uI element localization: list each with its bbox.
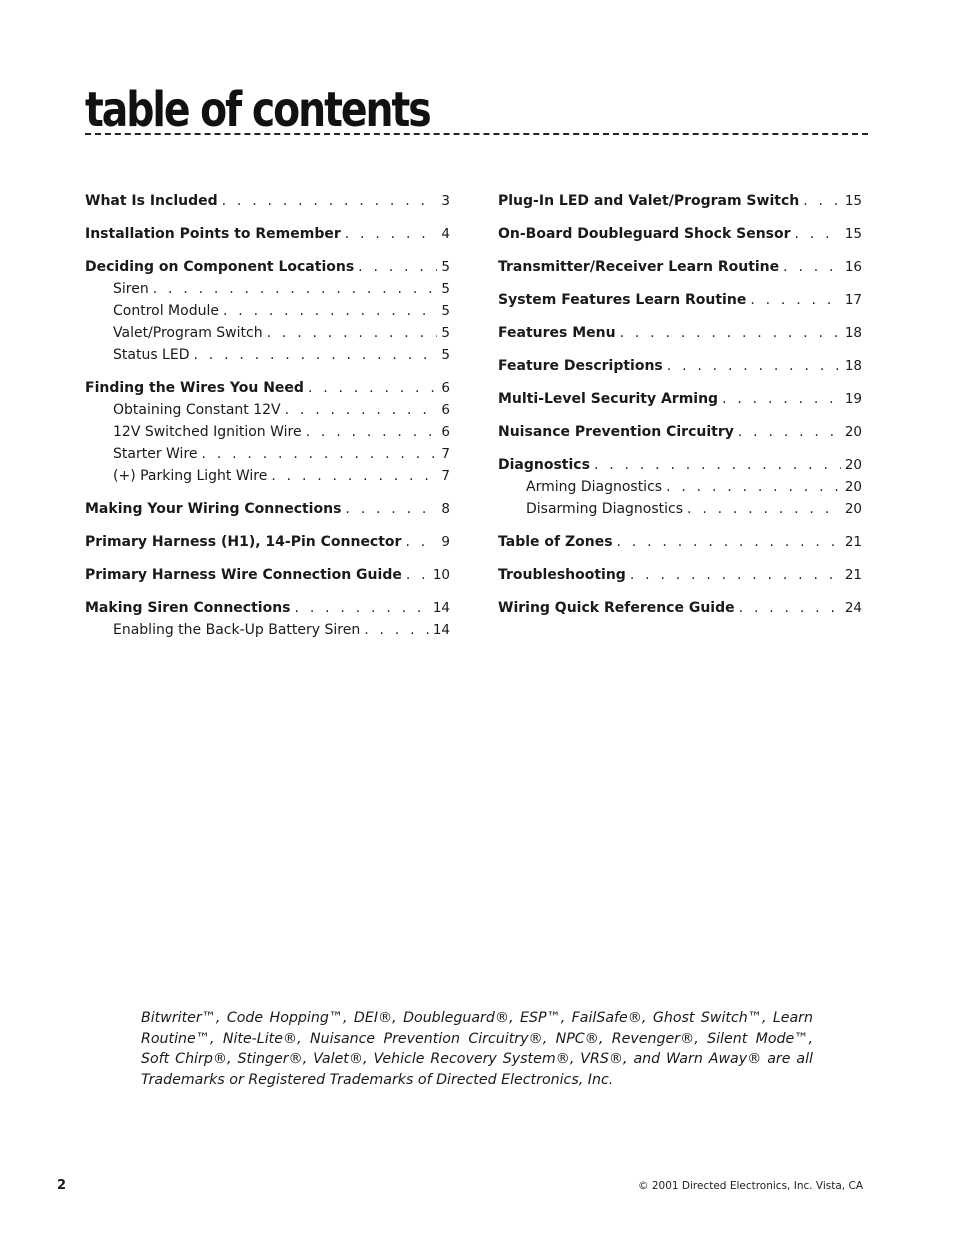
toc-entry[interactable] [498, 388, 862, 410]
toc-dot-leader [402, 564, 429, 586]
toc-entry[interactable] [85, 564, 450, 586]
toc-dot-leader [734, 421, 841, 443]
toc-entry-label: Multi-Level Security Arming [498, 391, 719, 407]
toc-dot-leader [219, 300, 437, 322]
toc-dot-leader [718, 388, 841, 410]
toc-entry-label: Valet/Program Switch [113, 325, 263, 341]
toc-entry-label: Making Siren Connections [85, 600, 291, 616]
toc-dot-leader [281, 399, 438, 421]
toc-dot-leader [779, 256, 841, 278]
toc-subentry[interactable] [85, 322, 450, 344]
toc-entry[interactable] [85, 498, 450, 520]
toc-entry[interactable] [498, 564, 862, 586]
toc-entry-label: Wiring Quick Reference Guide [498, 600, 735, 616]
toc-dot-leader [626, 564, 841, 586]
toc-dot-leader [198, 443, 438, 465]
toc-page-number: 18 [844, 325, 862, 341]
toc-entry-label: What Is Included [85, 193, 218, 209]
toc-dot-leader [360, 619, 429, 641]
title-dashed-rule [85, 133, 868, 135]
toc-dot-leader [302, 421, 438, 443]
toc-entry-label: Nuisance Prevention Circuitry [498, 424, 734, 440]
toc-dot-leader [149, 278, 438, 300]
toc-right-column [498, 190, 862, 619]
toc-page-number: 8 [441, 501, 450, 517]
toc-entry-label: Primary Harness Wire Connection Guide [85, 567, 402, 583]
toc-entry-label: Starter Wire [113, 446, 198, 462]
toc-entry[interactable] [85, 377, 450, 399]
toc-entry-label: Feature Descriptions [498, 358, 663, 374]
toc-page-number: 6 [441, 402, 450, 418]
toc-page-number: 20 [844, 424, 862, 440]
toc-page-number: 20 [844, 457, 862, 473]
toc-entry[interactable] [498, 322, 862, 344]
toc-entry-label: Status LED [113, 347, 190, 363]
toc-entry[interactable] [85, 190, 450, 212]
toc-entry-label: Troubleshooting [498, 567, 626, 583]
toc-dot-leader [746, 289, 840, 311]
toc-subentry[interactable] [85, 300, 450, 322]
toc-entry-label: Features Menu [498, 325, 616, 341]
toc-entry-label: System Features Learn Routine [498, 292, 747, 308]
toc-subentry[interactable] [85, 443, 450, 465]
toc-entry-label: Control Module [113, 303, 219, 319]
toc-entry-label: (+) Parking Light Wire [113, 468, 268, 484]
toc-dot-leader [341, 498, 437, 520]
toc-subentry[interactable] [498, 498, 862, 520]
toc-page-number: 15 [844, 193, 862, 209]
toc-page-number: 10 [432, 567, 450, 583]
toc-page-number: 5 [441, 303, 450, 319]
toc-entry-label: Installation Points to Remember [85, 226, 341, 242]
toc-entry-label: Primary Harness (H1), 14-Pin Connector [85, 534, 402, 550]
toc-entry[interactable] [85, 223, 450, 245]
toc-entry[interactable] [85, 597, 450, 619]
toc-subentry[interactable] [85, 465, 450, 487]
toc-page-number: 7 [441, 446, 450, 462]
footer-copyright: © 2001 Directed Electronics, Inc. Vista, CA [638, 1180, 863, 1192]
toc-entry-label: Arming Diagnostics [526, 479, 663, 495]
toc-dot-leader [267, 465, 437, 487]
toc-entry-label: Obtaining Constant 12V [113, 402, 281, 418]
toc-dot-leader [799, 190, 841, 212]
toc-page-number: 5 [441, 347, 450, 363]
toc-dot-leader [341, 223, 438, 245]
toc-dot-leader [354, 256, 437, 278]
toc-entry-label: 12V Switched Ignition Wire [113, 424, 302, 440]
toc-dot-leader [613, 531, 841, 553]
toc-subentry[interactable] [498, 476, 862, 498]
toc-entry[interactable] [498, 531, 862, 553]
toc-entry[interactable] [85, 256, 450, 278]
toc-entry-label: Siren [113, 281, 149, 297]
toc-entry-label: Enabling the Back-Up Battery Siren [113, 622, 361, 638]
toc-dot-leader [735, 597, 841, 619]
toc-entry[interactable] [498, 190, 862, 212]
toc-page-number: 5 [441, 281, 450, 297]
toc-entry-label: Finding the Wires You Need [85, 380, 304, 396]
toc-entry[interactable] [498, 256, 862, 278]
toc-page-number: 17 [844, 292, 862, 308]
toc-dot-leader [401, 531, 437, 553]
toc-left-column [85, 190, 450, 641]
toc-entry[interactable] [85, 531, 450, 553]
toc-page-number: 21 [844, 567, 862, 583]
toc-dot-leader [663, 355, 841, 377]
toc-entry-label: Transmitter/Receiver Learn Routine [498, 259, 780, 275]
toc-page-number: 19 [844, 391, 862, 407]
toc-page-number: 14 [432, 600, 450, 616]
toc-entry[interactable] [498, 597, 862, 619]
toc-page-number: 16 [844, 259, 862, 275]
toc-entry[interactable] [498, 355, 862, 377]
toc-page-number: 7 [441, 468, 450, 484]
toc-subentry[interactable] [85, 399, 450, 421]
toc-entry[interactable] [498, 289, 862, 311]
toc-page-number: 20 [844, 501, 862, 517]
toc-page-number: 24 [844, 600, 862, 616]
page-number: 2 [57, 1178, 67, 1193]
toc-page-number: 9 [441, 534, 450, 550]
toc-entry-label: Disarming Diagnostics [526, 501, 684, 517]
toc-page-number: 5 [441, 325, 450, 341]
toc-dot-leader [218, 190, 438, 212]
toc-subentry[interactable] [85, 421, 450, 443]
toc-subentry[interactable] [85, 344, 450, 366]
toc-dot-leader [616, 322, 841, 344]
toc-dot-leader [190, 344, 438, 366]
toc-subentry[interactable] [85, 278, 450, 300]
toc-page-number: 15 [844, 226, 862, 242]
toc-dot-leader [291, 597, 429, 619]
toc-entry-label: Plug-In LED and Valet/Program Switch [498, 193, 800, 209]
toc-entry-label: Making Your Wiring Connections [85, 501, 342, 517]
toc-dot-leader [590, 454, 841, 476]
toc-page-number: 6 [441, 424, 450, 440]
toc-entry-label: Diagnostics [498, 457, 590, 473]
toc-dot-leader [683, 498, 841, 520]
toc-page-number: 4 [441, 226, 450, 242]
toc-entry[interactable] [498, 454, 862, 476]
toc-page-number: 18 [844, 358, 862, 374]
toc-page-number: 3 [441, 193, 450, 209]
trademark-notice: Bitwriter™, Code Hopping™, DEI®, Doubleguard®, ESP™, FailSafe®, Ghost Switch™, Learn Routine™, Nite-Lite®, Nuisance Prevention Circuitry®, NPC®, Revenger®, Silent Mode™, Soft Chirp®, Stinger®, Valet®, Vehicle Recovery System®, VRS®, and Warn Away® are all Trademarks or Registered Trademarks of Directed Electronics, Inc. [141, 1010, 813, 1088]
toc-page-number: 21 [844, 534, 862, 550]
toc-dot-leader [662, 476, 841, 498]
toc-page-number: 20 [844, 479, 862, 495]
toc-page-number: 6 [441, 380, 450, 396]
page-title: table of contents [85, 82, 430, 138]
toc-subentry[interactable] [85, 619, 450, 641]
toc-page-number: 5 [441, 259, 450, 275]
toc-page-number: 14 [432, 622, 450, 638]
toc-entry-label: Table of Zones [498, 534, 613, 550]
toc-dot-leader [304, 377, 437, 399]
toc-entry-label: On-Board Doubleguard Shock Sensor [498, 226, 791, 242]
toc-entry[interactable] [498, 421, 862, 443]
toc-dot-leader [791, 223, 841, 245]
toc-entry[interactable] [498, 223, 862, 245]
toc-dot-leader [263, 322, 438, 344]
toc-entry-label: Deciding on Component Locations [85, 259, 355, 275]
